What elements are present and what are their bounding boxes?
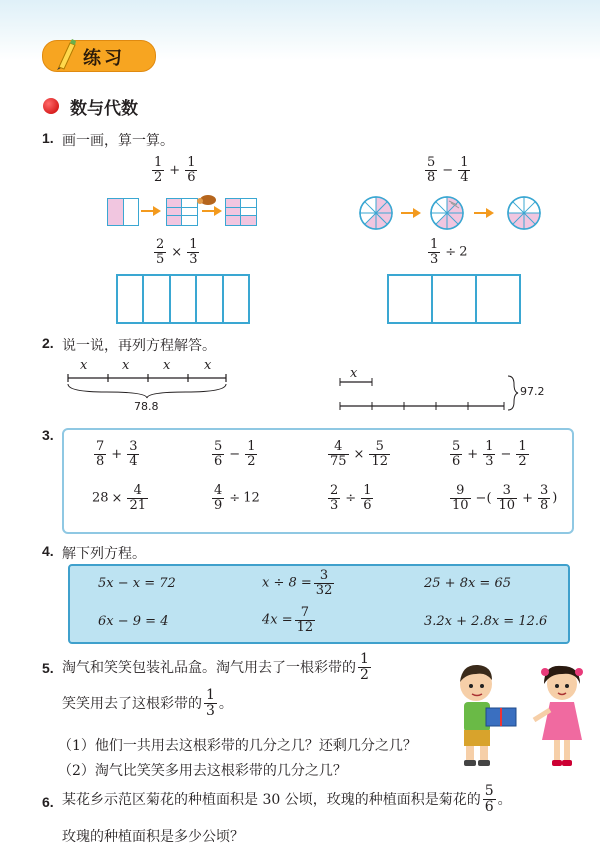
pencil-icon [53, 39, 77, 71]
arrow-icon [202, 205, 222, 217]
q3-expr-6: $\frac{4}{9}$ ÷ 12 [214, 483, 260, 513]
q6-number: 6. [42, 794, 54, 810]
q3-expr-7: $\frac{2}{3}$ ÷ $\frac{1}{6}$ [330, 483, 372, 513]
girl-illustration [530, 662, 594, 770]
q5-sub-1: （1）他们一共用去这根彩带的几分之几？还剩几分之几？ [58, 738, 417, 754]
q1-number: 1. [42, 130, 54, 146]
arrow-icon [474, 207, 494, 219]
exercise-badge [42, 40, 156, 72]
q3-expr-2: $\frac{5}{6}$ − $\frac{1}{2}$ [214, 439, 256, 469]
q1-right-expression: $\frac{5}{8}$ − $\frac{1}{4}$ [427, 155, 469, 185]
fraction-grid-result [225, 198, 257, 226]
q3-expr-5: 28 × $\frac{4}{21}$ [92, 483, 146, 513]
q1-left-expression-2: $\frac{2}{5}$ × $\frac{1}{3}$ [156, 237, 198, 267]
fraction-grid-sixths [166, 198, 198, 226]
answer-rectangle-thirds[interactable] [387, 274, 521, 324]
equation-2: x ÷ 8 = $\frac{3}{32}$ [262, 568, 333, 598]
q6-line-2: 玫瑰的种植面积是多少公顷？ [62, 829, 244, 845]
q5-sub-2: （2）淘气比笑笑多用去这根彩带的几分之几？ [58, 763, 347, 779]
equation-5: 4x = $\frac{7}{12}$ [262, 605, 314, 635]
q5-line-1: 淘气和笑笑包装礼品盒。淘气用去了一根彩带的 1 2 [62, 651, 369, 683]
q3-expr-1: $\frac{7}{8}$ + $\frac{3}{4}$ [96, 439, 138, 469]
equation-3: 25 + 8x = 65 [424, 576, 512, 591]
q6-line-1: 某花乡示范区菊花的种植面积是 30 公顷，玫瑰的种植面积是菊花的 5 6 。 [62, 783, 512, 815]
circle-eighths-shaded-5 [358, 195, 394, 231]
segment-label: x [163, 358, 171, 373]
q2-text: 说一说，再列方程解答。 [62, 338, 216, 354]
answer-rectangle-fifths[interactable] [116, 274, 250, 324]
arrow-icon [401, 207, 421, 219]
q4-number: 4. [42, 543, 54, 559]
q3-expr-8: $\frac{9}{10}$ −( $\frac{3}{10}$ + $\frac{3}{8}$ ) [452, 483, 558, 513]
q1-text: 画一画，算一算。 [62, 133, 174, 149]
equation-6: 3.2x + 2.8x = 12.6 [424, 614, 548, 629]
q3-expr-4: $\frac{5}{6}$ + $\frac{1}{3}$ − $\frac{1}{2}$ [452, 439, 527, 469]
segment-label: x [80, 358, 88, 373]
q5-number: 5. [42, 660, 54, 676]
segment-diagram-right [336, 366, 556, 416]
section-title: 数与代数 [70, 99, 138, 119]
q5-line-2: 笑笑用去了这根彩带的 1 3 。 [62, 687, 233, 719]
q4-text: 解下列方程。 [62, 546, 146, 562]
boy-with-gift-illustration [452, 660, 520, 770]
q3-number: 3. [42, 427, 54, 443]
q3-expr-3: $\frac{4}{75}$ × $\frac{5}{12}$ [330, 439, 388, 469]
section-bullet-icon [43, 98, 59, 114]
equation-4: 6x − 9 = 4 [98, 614, 169, 629]
snail-icon [195, 192, 219, 206]
q1-right-expression-2: $\frac{1}{3}$ ÷ 2 [430, 237, 468, 267]
segment-total: 78.8 [134, 400, 159, 413]
circle-eighths-result [506, 195, 542, 231]
q2-number: 2. [42, 335, 54, 351]
arrow-icon [141, 205, 161, 217]
segment-diagram-left [66, 356, 230, 416]
q1-left-expression: $\frac{1}{2}$ + $\frac{1}{6}$ [154, 155, 196, 185]
circle-eighths-crossed [429, 195, 465, 231]
segment-label: x [204, 358, 212, 373]
fraction-bar-half [107, 198, 139, 226]
segment-label: x [122, 358, 130, 373]
segment-right-total: 97.2 [520, 385, 545, 398]
equation-1: 5x − x = 72 [98, 576, 176, 591]
exercise-badge-label: 练习 [83, 48, 125, 69]
segment-label: x [350, 366, 358, 381]
